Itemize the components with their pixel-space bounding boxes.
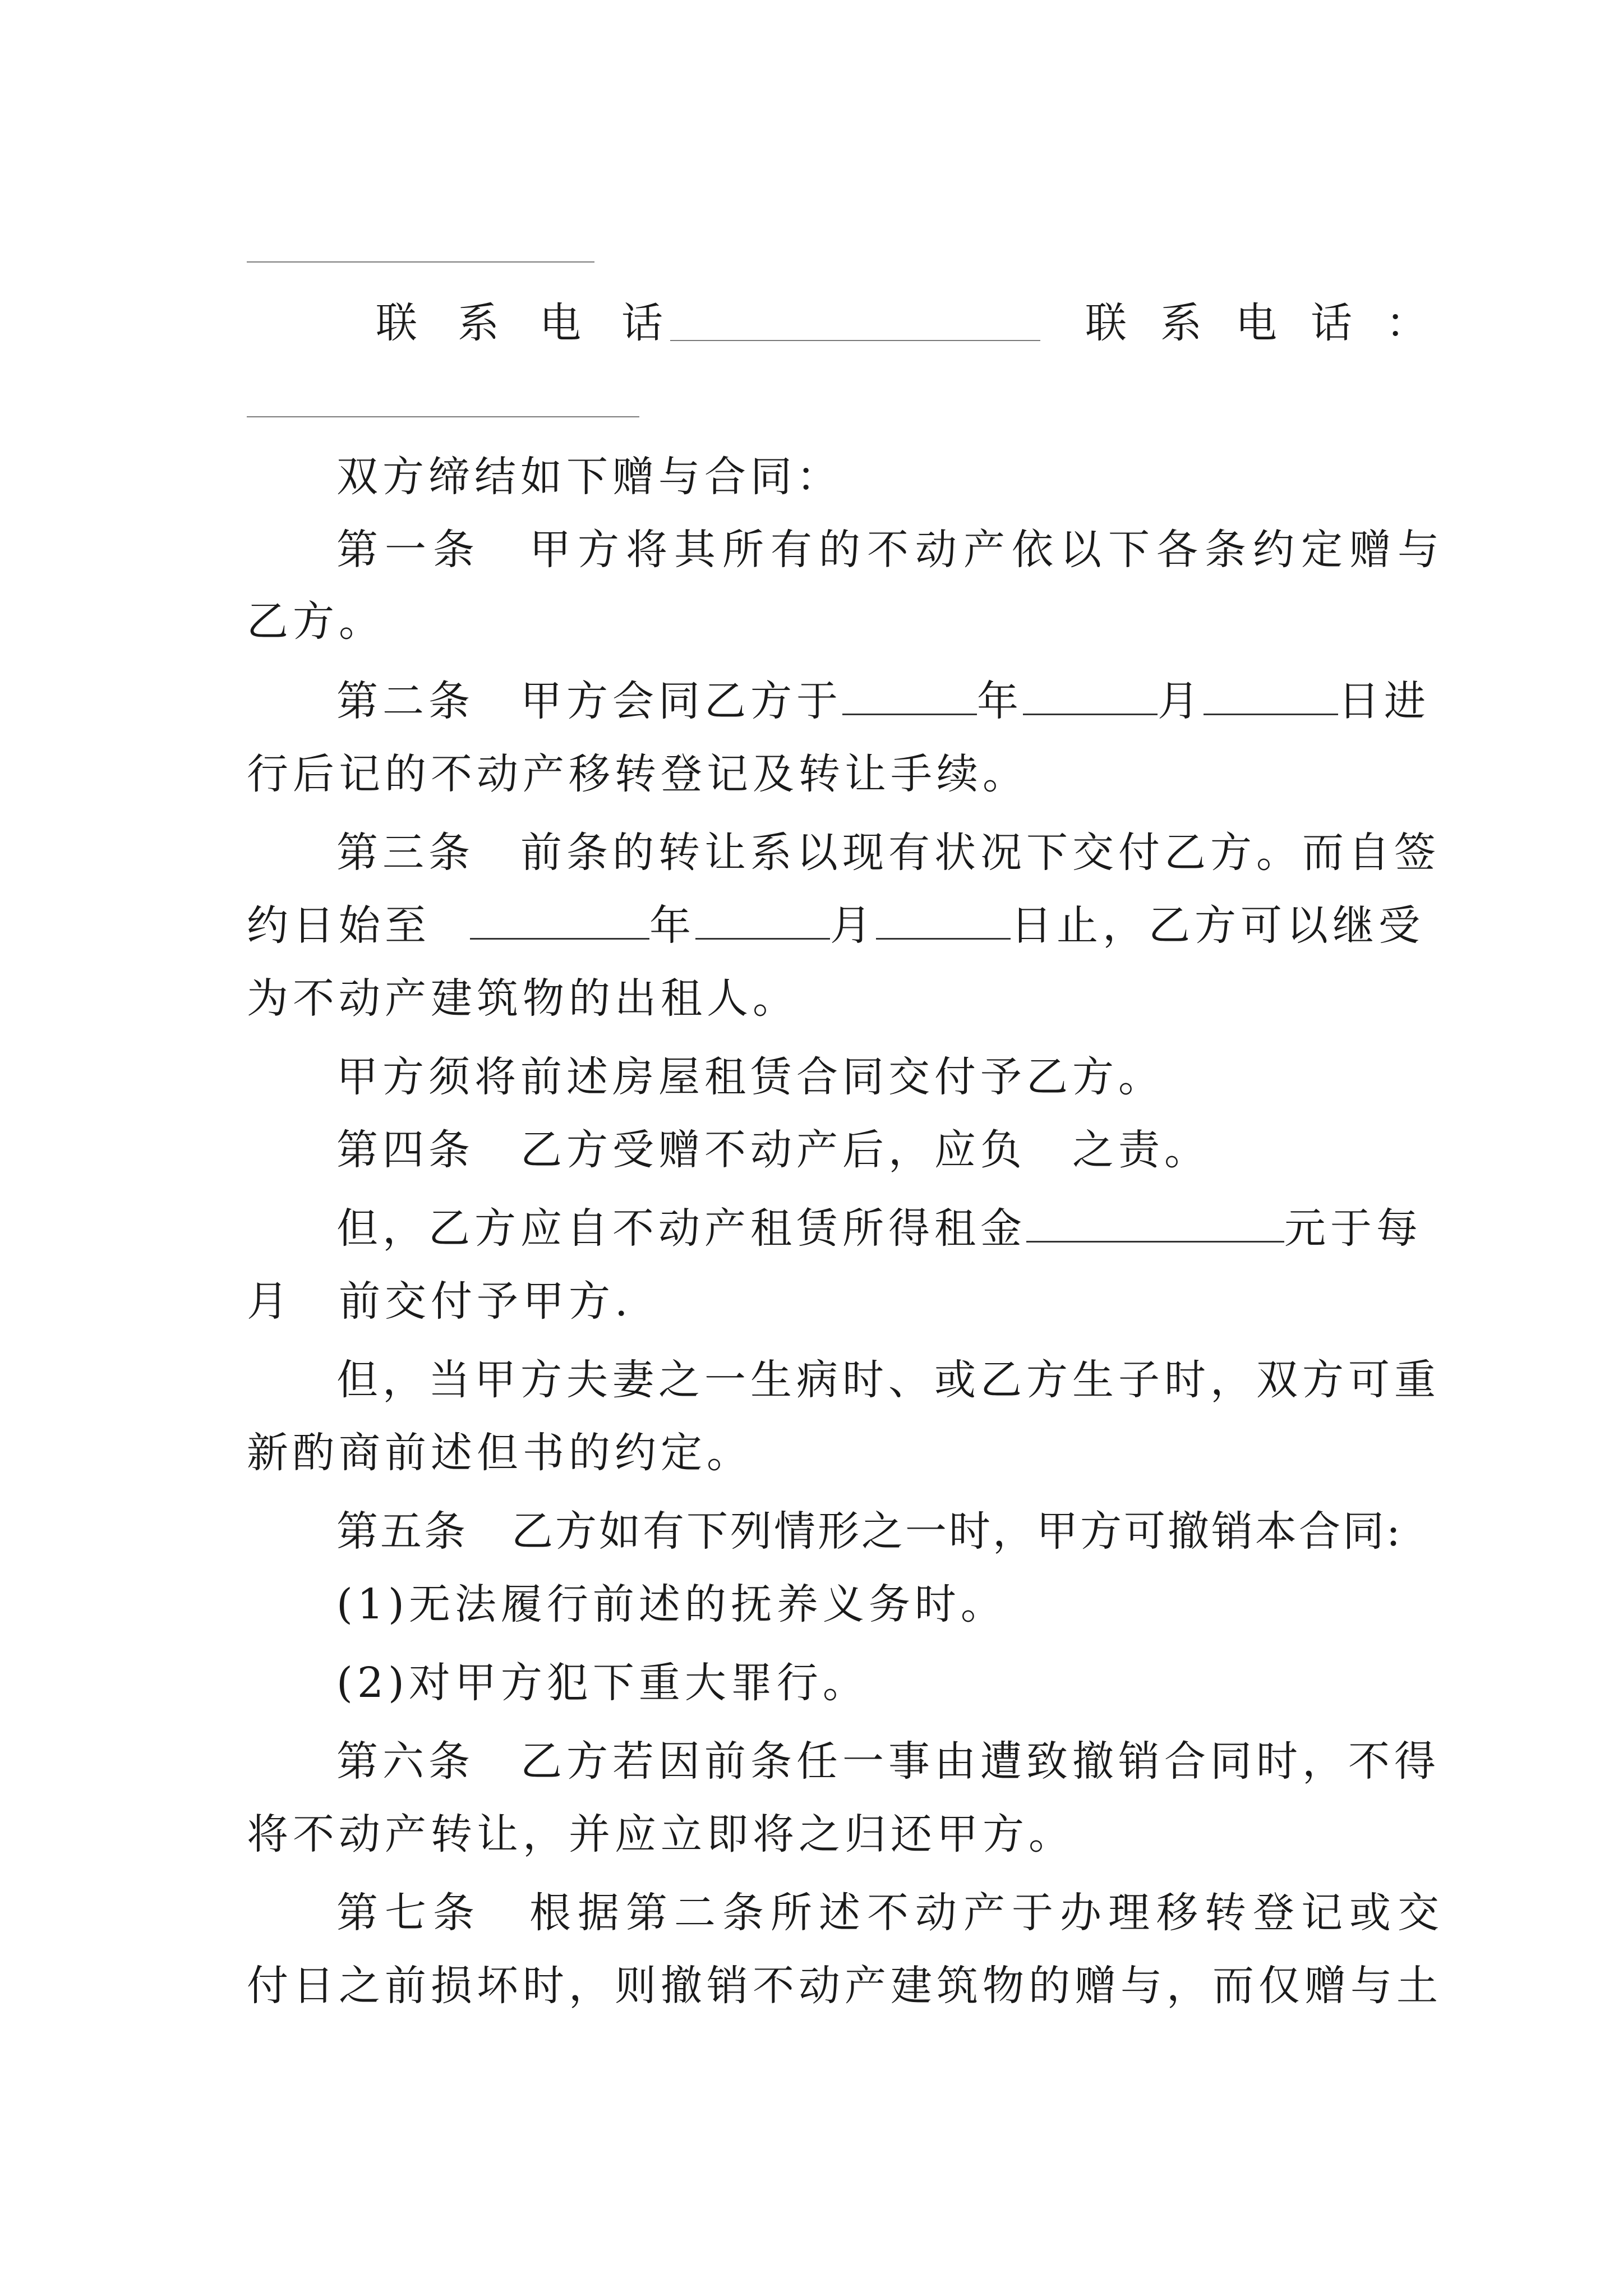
article-2-line-1 bbox=[336, 673, 1430, 729]
article-3-para-2: 甲方须将前述房屋租赁合同交付予乙方。 bbox=[336, 1053, 1164, 1101]
article-2-line-2: 行后记的不动产移转登记及转让手续。 bbox=[247, 750, 1029, 798]
article-7-line-1: 第七条 根据第二条所述不动产于办理移转登记或交 bbox=[336, 1889, 1446, 1937]
article-3-text: 约日始至 bbox=[247, 901, 431, 950]
article-4-rent-suffix: 元于每 bbox=[1284, 1204, 1422, 1253]
day-blank[interactable] bbox=[1204, 674, 1338, 715]
day-label: 日进 bbox=[1338, 677, 1430, 725]
signature-line-top bbox=[247, 261, 594, 263]
month-label: 月 bbox=[1158, 677, 1204, 725]
article-7-line-2: 付日之前损坏时，则撤销不动产建筑物的赠与，而仅赠与土 bbox=[247, 1962, 1442, 2010]
intro-line: 双方缔结如下赠与合同： bbox=[336, 453, 842, 501]
contact-label-left: 联系电话 bbox=[376, 299, 703, 347]
article-6-line-2: 将不动产转让，并应立即将之归还甲方。 bbox=[247, 1810, 1075, 1858]
end-month-blank[interactable] bbox=[695, 899, 830, 940]
end-day-blank[interactable] bbox=[876, 899, 1011, 940]
article-3-line-3: 为不动产建筑物的出租人。 bbox=[247, 974, 799, 1023]
year-blank[interactable] bbox=[842, 674, 977, 715]
rent-amount-blank[interactable] bbox=[1026, 1202, 1284, 1243]
article-4-line-1: 第四条 乙方受赠不动产后，应负 之责。 bbox=[336, 1126, 1210, 1174]
month-blank[interactable] bbox=[1023, 674, 1158, 715]
article-5-line-1: 第五条 乙方如有下列情形之一时，甲方可撤销本合同: bbox=[336, 1507, 1403, 1556]
article-2-text: 第二条 甲方会同乙方于 bbox=[336, 677, 842, 725]
article-3-line-2 bbox=[247, 898, 1424, 954]
article-4-para-3-line-1: 但，当甲方夫妻之一生病时、或乙方生子时，双方可重 bbox=[336, 1356, 1440, 1404]
article-6-line-1: 第六条 乙方若因前条任一事由遭致撤销合同时，不得 bbox=[336, 1737, 1440, 1786]
contact-label-right: 联系电话： bbox=[1085, 299, 1461, 347]
article-4-para-2-line-2: 月 前交付予甲方. bbox=[247, 1277, 633, 1326]
end-year-blank[interactable] bbox=[470, 899, 649, 940]
contact-phone-line-left bbox=[670, 340, 1040, 341]
article-5-item-1: (1)无法履行前述的抚养义务时。 bbox=[336, 1580, 1007, 1628]
article-1-line-1: 第一条 甲方将其所有的不动产依以下各条约定赠与 bbox=[336, 526, 1446, 574]
end-year-label: 年 bbox=[649, 901, 695, 950]
contact-phone-line-right bbox=[247, 416, 639, 417]
article-4-para-3-line-2: 新酌商前述但书的约定。 bbox=[247, 1429, 753, 1477]
article-5-item-2: (2)对甲方犯下重大罪行。 bbox=[336, 1659, 869, 1707]
article-4-para-2-line-1 bbox=[336, 1200, 1422, 1257]
article-1-line-2: 乙方。 bbox=[247, 597, 385, 646]
year-label: 年 bbox=[977, 677, 1023, 725]
article-3-line-1: 第三条 前条的转让系以现有状况下交付乙方。而自签 bbox=[336, 829, 1440, 877]
end-month-label: 月 bbox=[830, 901, 876, 950]
article-3-rest: 日止，乙方可以继受 bbox=[1011, 901, 1424, 950]
article-4-rent-text: 但，乙方应自不动产租赁所得租金 bbox=[336, 1204, 1026, 1253]
